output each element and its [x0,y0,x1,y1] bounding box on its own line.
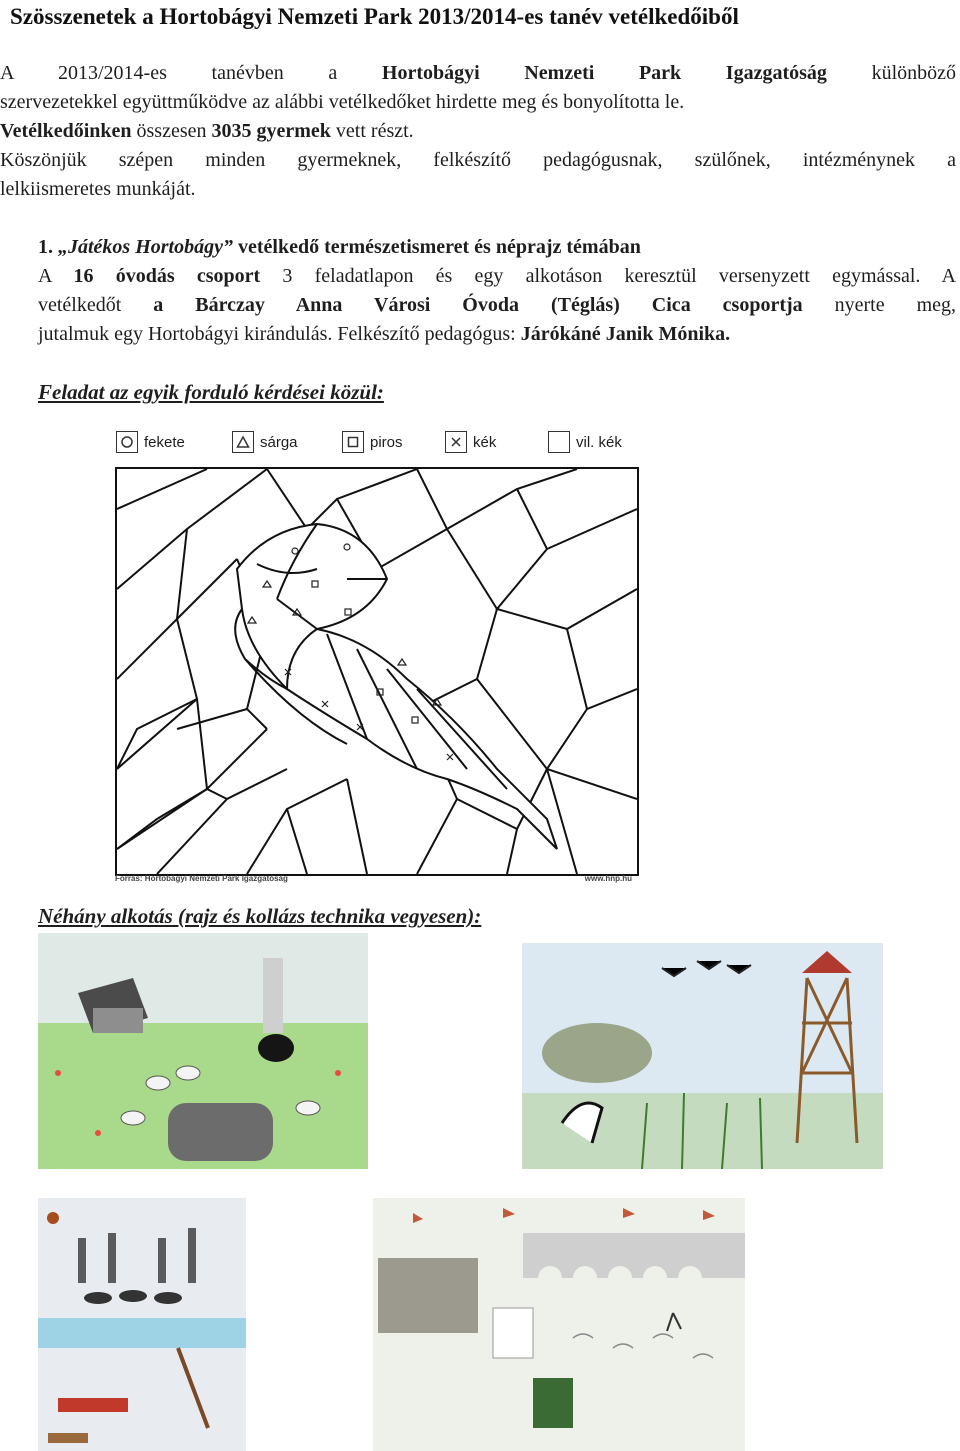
section-title: vetélkedő természetismeret és néprajz témában [233,236,641,258]
task-heading: Feladat az egyik forduló kérdései közül: [38,380,384,404]
legend-label: vil. kék [576,433,622,451]
winner-name: a Bárczay Anna Városi Óvoda (Téglás) Cica csoportja [153,294,803,316]
intro-bold: Vetélkedőinken [0,120,132,142]
intro-paragraph [0,59,956,146]
legend-item [445,431,496,453]
legend-item [116,431,185,453]
thanks-text: lelkiismeretes munkáját. [0,178,196,200]
artwork-farm-collage [38,933,368,1169]
page-title: Szösszenetek a Hortobágyi Nemzeti Park 2013/2014-es tanév vetélkedőiből [10,4,739,29]
sheet-credit: Forrás: Hortobágyi Nemzeti Park Igazgatóság [115,874,288,883]
section-heading [38,233,956,262]
legend-item [342,431,403,453]
triangle-icon [232,431,254,453]
circle-icon [116,431,138,453]
body-text: A [38,265,74,287]
thanks-paragraph [0,146,956,204]
legend-item [548,431,622,453]
coloring-sheet [112,427,636,885]
body-text: 3 feladatlapon és egy alkotáson keresztül versenyzett egymással. A [260,265,956,287]
artwork-watchtower-drawing [522,943,883,1169]
square-icon [342,431,364,453]
artworks-heading: Néhány alkotás (rajz és kollázs technika vegyesen): [38,904,482,928]
artwork-village-drawing [38,1198,246,1451]
legend-label: sárga [260,433,298,451]
group-count: 16 óvodás csoport [73,265,261,287]
competition-name: „Játékos Hortobágy” [58,236,233,258]
artwork-bridge-collage [373,1198,745,1451]
legend-item [232,431,298,453]
cross-icon [445,431,467,453]
legend-label: kék [473,433,497,451]
intro-text: vett részt. [330,120,414,142]
section-number: 1. [38,236,53,258]
body-text: nyerte meg, [802,294,957,316]
intro-text: különböző [826,62,957,84]
empty-icon [548,431,570,453]
sheet-website: www.hnp.hu [584,874,632,883]
color-legend [112,427,636,459]
section-body [38,262,956,349]
coloring-picture [115,467,639,876]
intro-text: összesen [131,120,212,142]
intro-text: A 2013/2014-es tanévben a [0,62,382,84]
body-text: vetélkedőt [38,294,154,316]
organisation-name: Hortobágyi Nemzeti Park Igazgatóság [381,62,827,84]
intro-text: szervezetekkel együttműködve az alábbi vetélkedőket hirdette meg és bonyolította le. [0,91,685,113]
bird-mosaic-drawing [117,469,637,874]
teacher-name: Járókáné Janik Mónika. [520,323,731,345]
legend-label: piros [370,433,403,451]
thanks-text: Köszönjük szépen minden gyermeknek, felkészítő pedagógusnak, szülőnek, intézménynek a [0,149,956,171]
legend-label: fekete [144,433,185,451]
participant-count: 3035 gyermek [211,120,331,142]
body-text: jutalmuk egy Hortobágyi kirándulás. Felkészítő pedagógus: [38,323,521,345]
